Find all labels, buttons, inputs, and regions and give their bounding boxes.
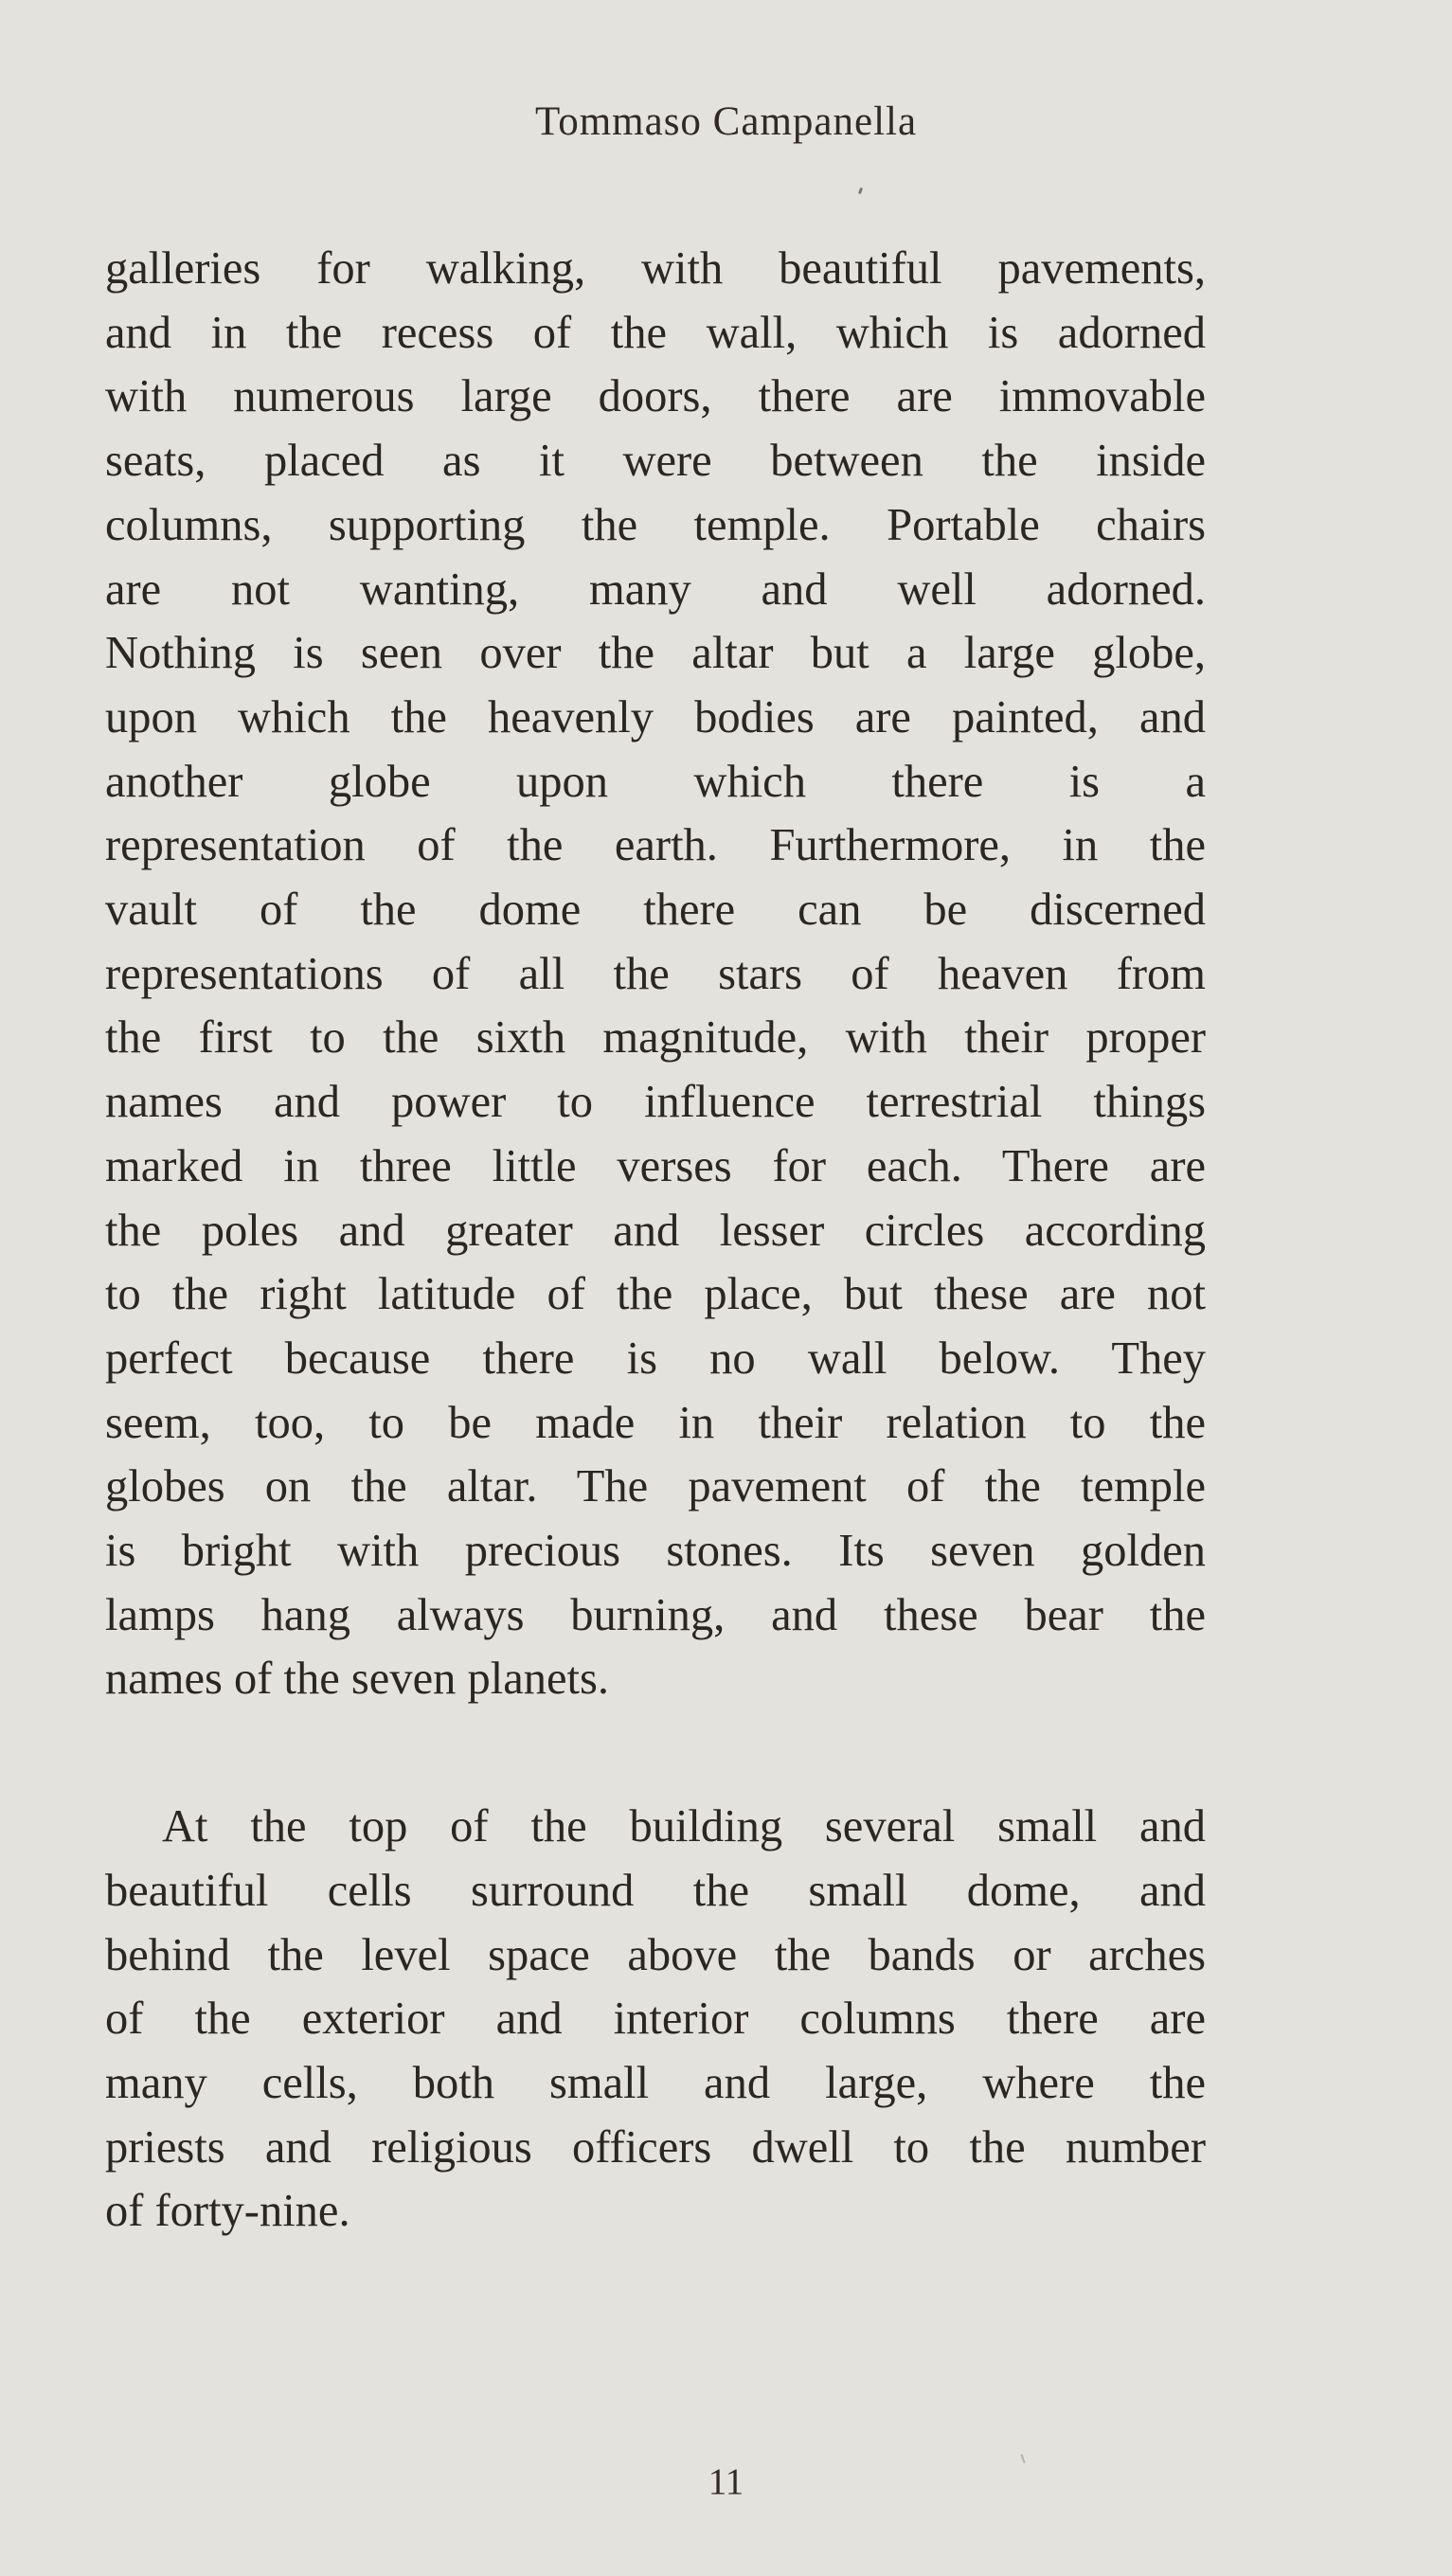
text-line: lamps hang always burning, and these bear the (105, 1589, 1206, 1640)
text-line: vault of the dome there can be discerned (105, 885, 1206, 936)
text-line: names of the seven planets. (105, 1654, 609, 1705)
running-head: Tommaso Campanella (534, 99, 918, 144)
text-line: of the exterior and interior columns there are (105, 1994, 1206, 2045)
text-line: are not wanting, many and well adorned. (105, 564, 1206, 615)
text-line: of forty-nine. (105, 2186, 350, 2237)
text-line: Nothing is seen over the altar but a large globe, (105, 628, 1206, 679)
text-line: representations of all the stars of heaven from (105, 948, 1206, 999)
text-line: and in the recess of the wall, which is adorned (105, 307, 1206, 358)
text-line: galleries for walking, with beautiful pavements, (105, 243, 1206, 294)
text-line: beautiful cells surround the small dome, and (105, 1865, 1206, 1916)
text-line: behind the level space above the bands or arches (105, 1929, 1206, 1980)
page-number: 11 (708, 2461, 744, 2502)
text-line: seem, too, to be made in their relation to the (105, 1397, 1206, 1448)
paragraph (105, 1795, 1206, 2244)
ink-speck (858, 188, 863, 195)
text-line: the first to the sixth magnitude, with their proper (105, 1012, 1206, 1064)
text-line: marked in three little verses for each. There are (105, 1140, 1206, 1191)
paragraph (105, 237, 1206, 1711)
text-line: columns, supporting the temple. Portable chairs (105, 499, 1206, 550)
text-line: to the right latitude of the place, but these are not (105, 1269, 1206, 1320)
text-line: seats, placed as it were between the inside (105, 436, 1206, 487)
text-line: names and power to influence terrestrial things (105, 1077, 1206, 1128)
text-line: priests and religious officers dwell to the number (105, 2121, 1206, 2173)
text-line: representation of the earth. Furthermore, in the (105, 820, 1206, 871)
text-line: perfect because there is no wall below. They (105, 1333, 1206, 1384)
text-line: is bright with precious stones. Its seven golden (105, 1526, 1206, 1577)
text-line: many cells, both small and large, where the (105, 2057, 1206, 2108)
text-line: the poles and greater and lesser circles according (105, 1205, 1206, 1256)
text-line: globes on the altar. The pavement of the temple (105, 1461, 1206, 1512)
text-line: At the top of the building several small and (162, 1801, 1206, 1852)
body-text (105, 237, 1206, 2244)
text-line: with numerous large doors, there are immovable (105, 371, 1206, 422)
text-line: another globe upon which there is a (105, 756, 1206, 807)
text-line: upon which the heavenly bodies are painted, and (105, 691, 1206, 742)
paragraph-gap (105, 1711, 1206, 1795)
